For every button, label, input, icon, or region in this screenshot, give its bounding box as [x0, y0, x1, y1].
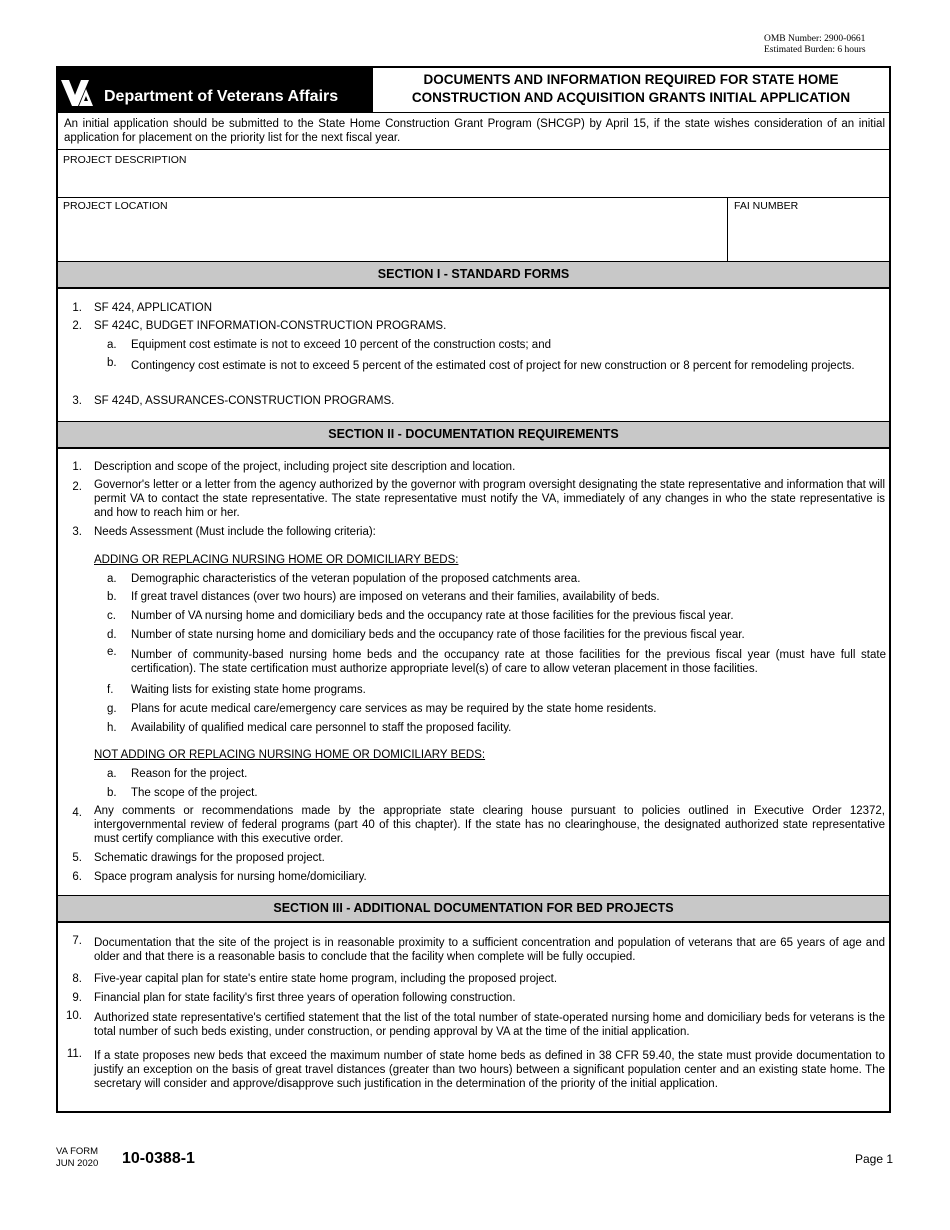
section-3-item-7: Documentation that the site of the project is in reasonable proximity to a sufficient concentration and population of veterans that are 65 years of age and older and that there is a reasonable basis to conclude that the facility when complete will be fully occupied. — [94, 937, 885, 963]
item-letter: b. — [107, 591, 117, 603]
item-letter: b. — [107, 357, 117, 369]
adding-item-b: If great travel distances (over two hours) are imposed on veterans and their families, availability of beds. — [131, 591, 660, 603]
adding-beds-heading: ADDING OR REPLACING NURSING HOME OR DOMICILIARY BEDS: — [94, 554, 459, 566]
intro-text: An initial application should be submitted to the State Home Construction Grant Program (SHCGP) by April 15, if the state wishes consideration of an initial application for placement on the priority list for the next fiscal year. — [58, 112, 889, 150]
adding-item-e: Number of community-based nursing home beds and the occupancy rate at those facilities for the previous fiscal year (must have full state certification). The state certification must authorize appropriate level(s) of care to allow veteran placement in those facilities. — [131, 649, 886, 675]
item-number: 10. — [66, 1010, 82, 1022]
section-3-item-10: Authorized state representative's certified statement that the list of the total number of state-operated nursing home and domiciliary beds for veterans is the total number of such beds existing, under construction, or pending approval by VA at the time of the initial application. — [94, 1012, 885, 1038]
header-divider — [372, 68, 373, 112]
item-number: 1. — [72, 302, 82, 314]
adding-item-c: Number of VA nursing home and domiciliary beds and the occupancy rate at those facilities for the previous fiscal year. — [131, 610, 734, 622]
field-divider — [727, 197, 728, 262]
project-location-label: PROJECT LOCATION — [63, 200, 168, 212]
item-letter: d. — [107, 629, 117, 641]
adding-item-g: Plans for acute medical care/emergency care services as may be required by the state home residents. — [131, 703, 657, 715]
va-logo-icon — [60, 76, 96, 108]
item-number: 2. — [72, 320, 82, 332]
item-letter: g. — [107, 703, 117, 715]
department-name: Department of Veterans Affairs — [104, 88, 339, 105]
adding-item-f: Waiting lists for existing state home programs. — [131, 684, 366, 696]
section-2-header: SECTION II - DOCUMENTATION REQUIREMENTS — [58, 421, 889, 449]
section-2-item-5: Schematic drawings for the proposed project. — [94, 852, 325, 864]
item-number: 11. — [66, 1048, 82, 1060]
item-number: 7. — [72, 935, 82, 947]
section-1-item-2: SF 424C, BUDGET INFORMATION-CONSTRUCTION PROGRAMS. — [94, 320, 447, 332]
item-number: 9. — [72, 992, 82, 1004]
section-2-item-4: Any comments or recommendations made by the appropriate state clearing house pursuant to policies outlined in Executive Order 12372, intergovernmental review of federal programs (part 40 of this chapter). If the state has no clearinghouse, the designated authorized state representative must certify compliance with this executive order. — [94, 805, 885, 845]
item-letter: a. — [107, 339, 117, 351]
omb-info — [764, 34, 866, 56]
item-letter: h. — [107, 722, 117, 734]
item-letter: f. — [107, 684, 114, 696]
section-3-item-11: If a state proposes new beds that exceed the maximum number of state home beds as defined in 38 CFR 59.40, the state must provide documentation to justify an exception on the basis of great travel distances (greater than two hours) between a significant population center and an existing state home. The secretary will consider and approve/disapprove such justification in the determination of the priority of the initial application. — [94, 1050, 885, 1090]
item-letter: b. — [107, 787, 117, 799]
section-1-item-2b: Contingency cost estimate is not to exceed 5 percent of the estimated cost of project for new construction or 8 percent for remodeling projects. — [131, 360, 855, 372]
section-2-item-6: Space program analysis for nursing home/domiciliary. — [94, 871, 367, 883]
item-number: 4. — [72, 807, 82, 819]
project-description-label: PROJECT DESCRIPTION — [63, 154, 187, 166]
section-1-item-3: SF 424D, ASSURANCES-CONSTRUCTION PROGRAMS. — [94, 395, 395, 407]
item-number: 2. — [72, 481, 82, 493]
omb-number: OMB Number: 2900-0661 — [764, 34, 866, 44]
form-title — [374, 71, 888, 107]
footer-form-label — [56, 1146, 98, 1170]
form-title-line-2: CONSTRUCTION AND ACQUISITION GRANTS INITIAL APPLICATION — [411, 90, 851, 105]
section-1-item-1: SF 424, APPLICATION — [94, 302, 213, 314]
section-1-item-2a: Equipment cost estimate is not to exceed 10 percent of the construction costs; and — [131, 339, 551, 351]
not-adding-item-b: The scope of the project. — [131, 787, 258, 799]
adding-item-d: Number of state nursing home and domiciliary beds and the occupancy rate of those facilities for the previous fiscal year. — [131, 629, 745, 641]
estimated-burden: Estimated Burden: 6 hours — [764, 45, 866, 55]
section-1-header: SECTION I - STANDARD FORMS — [58, 261, 889, 289]
fai-number-label: FAI NUMBER — [734, 200, 799, 212]
not-adding-beds-heading: NOT ADDING OR REPLACING NURSING HOME OR DOMICILIARY BEDS: — [94, 749, 486, 761]
adding-item-h: Availability of qualified medical care personnel to staff the proposed facility. — [131, 722, 512, 734]
section-2-item-2: Governor's letter or a letter from the agency authorized by the governor with program oversight designating the state representative and information that will permit VA to contact the state representative. The state representative must notify the VA, immediately of any changes in who the state representative is and how to reach him or her. — [94, 479, 886, 519]
project-description-field[interactable] — [58, 166, 889, 196]
section-3-item-9: Financial plan for state facility's first three years of operation following construction. — [94, 992, 516, 1004]
section-3-item-8: Five-year capital plan for state's entire state home program, including the proposed project. — [94, 973, 558, 985]
item-letter: e. — [107, 646, 117, 658]
divider — [58, 197, 889, 198]
section-2-item-1: Description and scope of the project, including project site description and location. — [94, 461, 516, 473]
item-letter: a. — [107, 573, 117, 585]
adding-item-a: Demographic characteristics of the veteran population of the proposed catchments area. — [131, 573, 581, 585]
project-location-field[interactable] — [58, 212, 726, 260]
item-number: 3. — [72, 395, 82, 407]
footer-va-form: VA FORM — [56, 1146, 99, 1157]
item-number: 8. — [72, 973, 82, 985]
page-number: Page 1 — [855, 1152, 894, 1166]
item-number: 1. — [72, 461, 82, 473]
item-number: 6. — [72, 871, 82, 883]
form-number: 10-0388-1 — [122, 1150, 195, 1167]
fai-number-field[interactable] — [729, 212, 887, 260]
item-number: 5. — [72, 852, 82, 864]
form-title-line-1: DOCUMENTS AND INFORMATION REQUIRED FOR STATE HOME — [423, 72, 839, 87]
form-frame — [56, 66, 891, 1113]
section-3-header: SECTION III - ADDITIONAL DOCUMENTATION FOR BED PROJECTS — [58, 895, 889, 923]
item-number: 3. — [72, 526, 82, 538]
footer-date: JUN 2020 — [56, 1158, 99, 1169]
section-2-item-3: Needs Assessment (Must include the following criteria): — [94, 526, 376, 538]
item-letter: a. — [107, 768, 117, 780]
not-adding-item-a: Reason for the project. — [131, 768, 248, 780]
item-letter: c. — [107, 610, 116, 622]
form-header — [58, 68, 889, 113]
va-header-block — [58, 68, 372, 112]
